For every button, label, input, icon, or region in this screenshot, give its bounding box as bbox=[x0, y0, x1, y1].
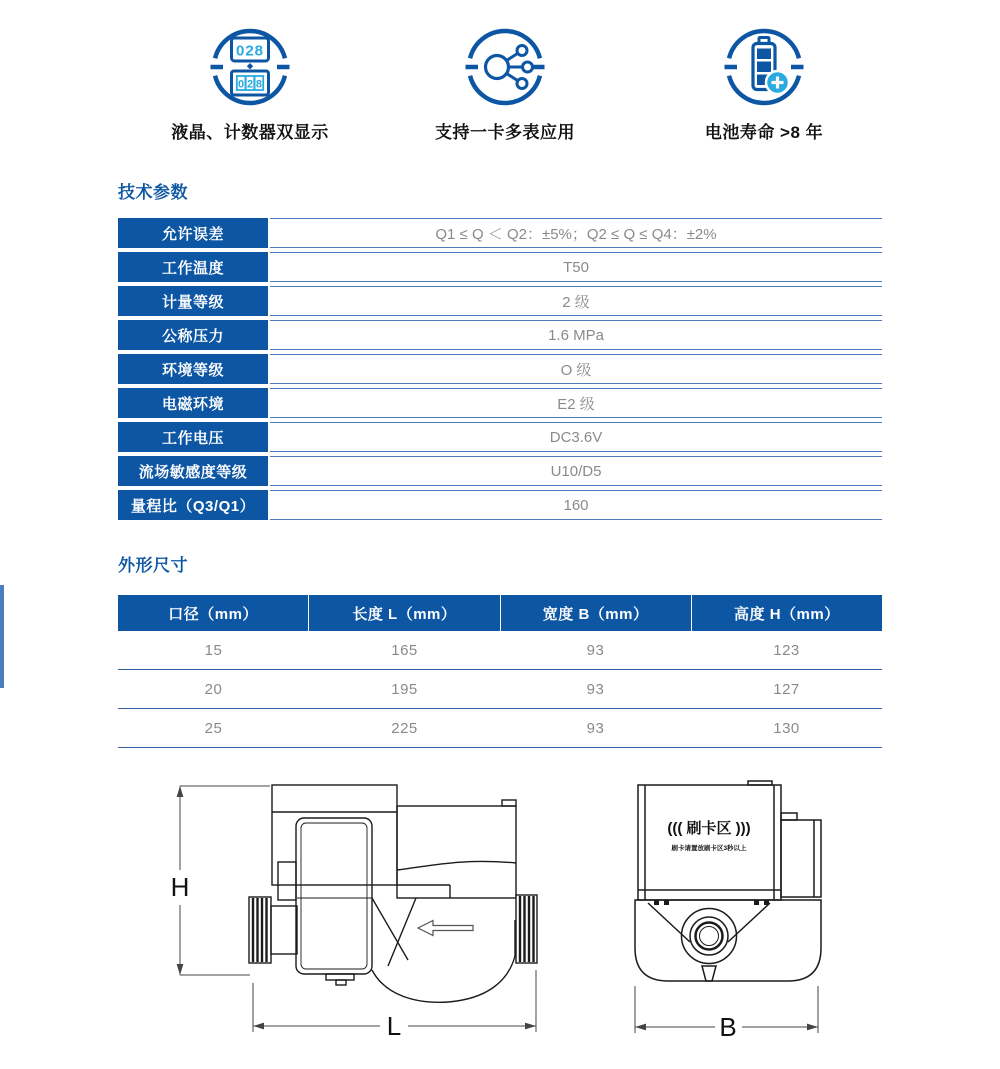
param-label: 公称压力 bbox=[118, 320, 268, 350]
column-header: 宽度 B（mm） bbox=[501, 595, 692, 631]
tech-param-row bbox=[118, 422, 882, 452]
feature-battery-life bbox=[634, 27, 894, 143]
dimensions-table bbox=[118, 595, 882, 748]
feature-label: 电池寿命 >8 年 bbox=[704, 123, 824, 142]
tech-param-row bbox=[118, 252, 882, 282]
cell: 15 bbox=[204, 641, 223, 659]
cell: 165 bbox=[391, 641, 418, 659]
tech-params-table bbox=[118, 218, 882, 524]
cell: 130 bbox=[773, 719, 800, 737]
cell: 93 bbox=[586, 641, 605, 659]
tech-param-row bbox=[118, 354, 882, 384]
param-value: DC3.6V bbox=[270, 422, 882, 452]
feature-dual-display bbox=[120, 27, 380, 143]
cell: 20 bbox=[204, 680, 223, 698]
one-card-multi-meter-icon bbox=[465, 27, 545, 107]
card-swipe-area-subtext: 刷卡请置放刷卡区3秒以上 bbox=[671, 845, 747, 852]
svg-text:8: 8 bbox=[255, 78, 262, 91]
battery-life-icon bbox=[724, 27, 804, 107]
param-label: 环境等级 bbox=[118, 354, 268, 384]
param-value: 160 bbox=[270, 490, 882, 520]
param-value: O 级 bbox=[270, 354, 882, 384]
svg-text:028: 028 bbox=[235, 42, 265, 60]
meter-side-outline bbox=[249, 785, 537, 1002]
cell: 127 bbox=[773, 680, 800, 698]
table-row bbox=[118, 709, 882, 748]
param-value: 1.6 MPa bbox=[270, 320, 882, 350]
cell: 195 bbox=[391, 680, 418, 698]
lcd-counter-dual-display-icon bbox=[210, 27, 290, 107]
feature-label: 液晶、计数器双显示 bbox=[171, 123, 329, 142]
cell: 123 bbox=[773, 641, 800, 659]
param-label: 允许误差 bbox=[118, 218, 268, 248]
column-header: 口径（mm） bbox=[118, 595, 309, 631]
dimensions-header-row bbox=[118, 595, 882, 631]
svg-text:2: 2 bbox=[246, 78, 254, 91]
tech-param-row bbox=[118, 490, 882, 520]
param-label: 工作温度 bbox=[118, 252, 268, 282]
left-accent-bar bbox=[0, 585, 4, 688]
feature-one-card-multi-meter bbox=[375, 27, 635, 143]
tech-param-row bbox=[118, 388, 882, 418]
flow-direction-arrow bbox=[418, 921, 473, 936]
front-view-drawing bbox=[620, 770, 850, 1060]
tech-params-title: 技术参数 bbox=[118, 183, 188, 202]
table-row bbox=[118, 670, 882, 709]
card-swipe-area-label: ((( 刷卡区 ))) bbox=[667, 820, 751, 837]
table-row bbox=[118, 631, 882, 670]
tech-param-row bbox=[118, 456, 882, 486]
param-value: 2 级 bbox=[270, 286, 882, 316]
column-header: 高度 H（mm） bbox=[734, 605, 840, 623]
cell: 25 bbox=[204, 719, 223, 737]
cell: 93 bbox=[586, 719, 605, 737]
cell: 93 bbox=[586, 680, 605, 698]
feature-label: 支持一卡多表应用 bbox=[435, 123, 575, 142]
b-dimension-label: B bbox=[719, 1012, 737, 1042]
column-header: 长度 L（mm） bbox=[309, 595, 500, 631]
param-value: U10/D5 bbox=[270, 456, 882, 486]
tech-param-row bbox=[118, 320, 882, 350]
tech-param-row bbox=[118, 286, 882, 316]
param-label: 电磁环境 bbox=[118, 388, 268, 418]
side-view-drawing bbox=[150, 770, 610, 1060]
param-value: E2 级 bbox=[270, 388, 882, 418]
param-label: 计量等级 bbox=[118, 286, 268, 316]
h-dimension-label: H bbox=[170, 872, 190, 902]
param-value: Q1 ≤ Q ＜ Q2：±5%；Q2 ≤ Q ≤ Q4：±2% bbox=[270, 218, 882, 248]
meter-front-outline bbox=[635, 781, 821, 981]
param-label: 工作电压 bbox=[118, 422, 268, 452]
param-label: 流场敏感度等级 bbox=[118, 456, 268, 486]
param-value: T50 bbox=[270, 252, 882, 282]
dimensions-title: 外形尺寸 bbox=[118, 556, 188, 575]
l-dimension-label: L bbox=[386, 1011, 402, 1041]
tech-param-row bbox=[118, 218, 882, 248]
param-label: 量程比（Q3/Q1） bbox=[118, 490, 268, 520]
svg-text:0: 0 bbox=[238, 78, 245, 91]
cell: 225 bbox=[391, 719, 418, 737]
